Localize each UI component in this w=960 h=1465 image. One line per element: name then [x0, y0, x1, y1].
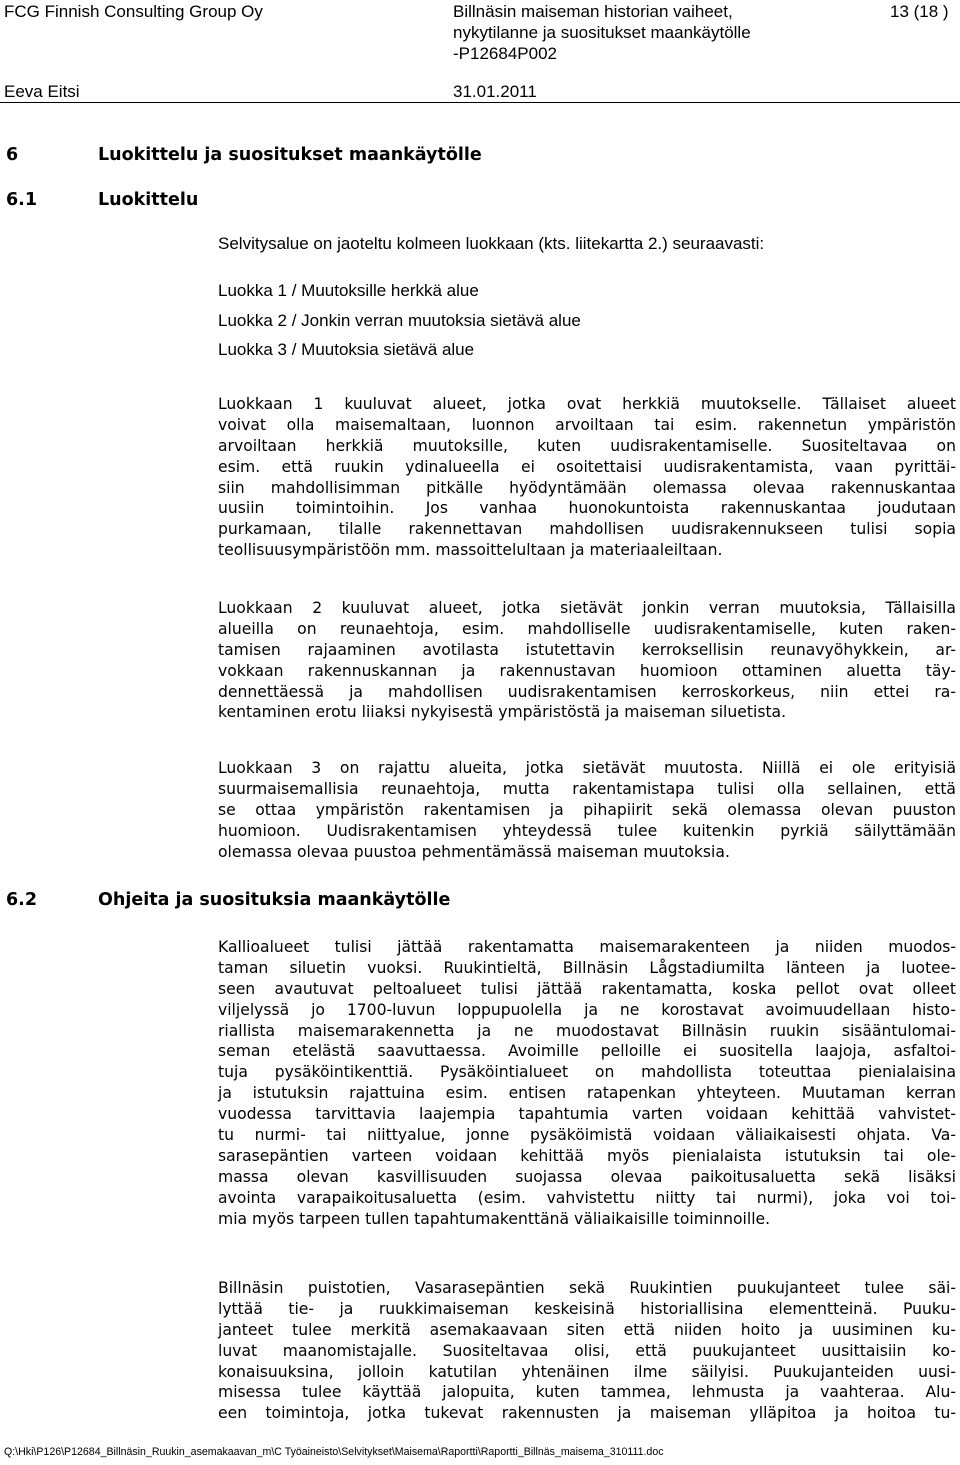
text-line: olemassa olevaa puustoa pehmentämässä maiseman muutoksia.: [218, 842, 730, 861]
class-1-paragraph: [218, 394, 956, 561]
class-3-item: Luokka 3 / Muutoksia sietävä alue: [218, 340, 475, 359]
text-line: alueilla on reunaehtoja, esim. mahdolliselle uudisrakentamiselle, kuten raken-: [218, 619, 956, 638]
page-number: 13 (18 ): [890, 2, 949, 21]
text-line: voivat olla maisemaltaan, luonnon arvoiltaan tai esim. rakennetun ympäristön: [218, 415, 956, 434]
document-date: 31.01.2011: [453, 82, 537, 101]
text-line: taman siluetin vuoksi. Ruukintieltä, Billnäsin Lågstadiumilta länteen ja luotee-: [218, 958, 956, 977]
footer-file-path: Q:\Hki\P126\P12684_Billnäsin_Ruukin_asemakaavan_m\C Työaineisto\Selvitykset\Maisema\Raportti\Raportti_Billnäs_maisema_310111.doc: [4, 1446, 664, 1458]
text-line: arvoiltaan herkkiä muutoksille, kuten uudisrakentamiselle. Suositeltavaa on: [218, 436, 956, 455]
text-line: lyttää tie- ja ruukkimaiseman keskeisinä historiallisina elementteinä. Puuku-: [218, 1299, 956, 1318]
class-1-item: Luokka 1 / Muutoksille herkkä alue: [218, 281, 479, 300]
section-6-title: Luokittelu ja suositukset maankäytölle: [98, 145, 482, 165]
author-name: Eeva Eitsi: [4, 82, 80, 101]
text-line: avointa varapaikoitusaluetta (esim. vahvistettu niitty tai nurmi), joka voi toi-: [218, 1188, 956, 1207]
section-6-1-number: 6.1: [6, 190, 38, 210]
text-line: misessa tulee käyttää jalopuita, kuten tammea, lehmusta ja vaahteraa. Alu-: [218, 1383, 956, 1402]
guidance-paragraph-1: [218, 937, 956, 1229]
text-line: massa olevan kasvillisuuden suojassa olevaa paikoitusaluetta sekä lisäksi: [218, 1167, 956, 1186]
class-3-paragraph: [218, 758, 956, 862]
text-line: seman etelästä saavuttaessa. Avoimille pelloille ei suositella laajoja, asfaltoi-: [218, 1042, 956, 1061]
text-line: se ottaa ympäristön rakentamisen ja pihapiirit sekä olemassa olevan puuston: [218, 800, 956, 819]
text-line: Luokkaan 2 kuuluvat alueet, jotka sietävät jonkin verran muutoksia, Tällaisilla: [218, 599, 956, 617]
text-line: riallista maisemarakennetta ja ne muodostavat Billnäsin ruukin sisääntulomai-: [218, 1021, 956, 1040]
text-line: Kallioalueet tulisi jättää rakentamatta maisemarakenteen ja niiden muodos-: [218, 938, 956, 956]
class-2-paragraph: [218, 598, 956, 723]
text-line: tamisen rajaaminen avotilasta istutettavin kerroksellisin reunavyöhykkein, ar-: [218, 640, 956, 659]
text-line: uusiin toimintoihin. Jos vanhaa huonokuntoista rakennuskantaa joudutaan: [218, 499, 956, 518]
text-line: Billnäsin puistotien, Vasarasepäntien sekä Ruukintien puukujanteet tulee säi-: [218, 1279, 956, 1297]
text-line: seen avautuvat peltoalueet tulisi jättää rakentamatta, koska pellot ovat olleet: [218, 979, 956, 998]
text-line: vuodessa tarvittavia laajempia tapahtumia varten voidaan kehittää vahvistet-: [218, 1105, 956, 1124]
text-line: vokkaan rakennuskannan ja rakennustavan huomioon ottaminen aluetta täy-: [218, 661, 956, 680]
section-6-number: 6: [6, 145, 19, 165]
document-title-line-2: nykytilanne ja suositukset maankäytölle: [453, 23, 751, 42]
text-line: viljelyssä jo 1700-luvun loppupuolella ja ne korostavat avoimuudellaan histo-: [218, 1000, 956, 1019]
company-name: FCG Finnish Consulting Group Oy: [4, 2, 263, 21]
guidance-paragraph-2: [218, 1278, 956, 1424]
text-line: konaisuuksina, jolloin katutilan yhtenäinen ilme säilyisi. Puukujanteiden uusi-: [218, 1362, 956, 1381]
section-6-2-title: Ohjeita ja suosituksia maankäytölle: [98, 890, 451, 910]
text-line: Luokkaan 3 on rajattu alueita, jotka sietävät muutosta. Niillä ei ole erityisiä: [218, 759, 956, 777]
text-line: Luokkaan 1 kuuluvat alueet, jotka ovat herkkiä muutokselle. Tällaiset alueet: [218, 395, 956, 413]
text-line: tuja pysäköintikenttiä. Pysäköintialueet on mahdollista toteuttaa pienialaisina: [218, 1063, 956, 1082]
section-6-1-title: Luokittelu: [98, 190, 199, 210]
text-line: suurmaisemallisia reunaehtoja, mutta rakentamistapa tulisi olla sellainen, että: [218, 779, 956, 798]
text-line: ja istutuksin rajattuina esim. entisen ratapenkan yhteyteen. Muutaman kerran: [218, 1084, 956, 1103]
text-line: een toimintoja, jotka tukevat rakennusten ja maiseman ylläpitoa ja hoitoa tu-: [218, 1404, 956, 1423]
text-line: sarasepäntien varteen voidaan kehittää myös pienialaista istutuksin tai ole-: [218, 1146, 956, 1165]
text-line: siin mahdollisimman pitkälle hyödyntämään olemassa olevaa rakennuskantaa: [218, 478, 956, 497]
header-divider: [0, 102, 960, 103]
document-title-line-1: Billnäsin maiseman historian vaiheet,: [453, 2, 733, 21]
text-line: teollisuusympäristöön mm. massoittelultaan ja materiaaleiltaan.: [218, 541, 723, 560]
intro-text: Selvitysalue on jaoteltu kolmeen luokkaan (kts. liitekartta 2.) seuraavasti:: [218, 234, 765, 253]
section-6-2-number: 6.2: [6, 890, 38, 910]
class-2-item: Luokka 2 / Jonkin verran muutoksia sietävä alue: [218, 311, 581, 330]
text-line: purkamaan, tilalle rakennettavan mahdollisen uudisrakennukseen tulisi sopia: [218, 520, 956, 539]
text-line: luvat maanomistajalle. Suositeltavaa olisi, että puukujanteet uusittaisiin ko-: [218, 1341, 956, 1360]
text-line: tu nurmi- tai niittyalue, jonne pysäköimistä voidaan väliaikaisesti ohjata. Va-: [218, 1126, 956, 1145]
project-code: -P12684P002: [453, 44, 557, 63]
text-line: janteet tulee merkitä asemakaavaan siten että niiden hoito ja uusiminen ku-: [218, 1320, 956, 1339]
text-line: kentaminen erotu liiaksi nykyisestä ympäristöstä ja maiseman siluetista.: [218, 703, 787, 722]
text-line: mia myös tarpeen tullen tapahtumakenttänä väliaikaisille toiminnoille.: [218, 1209, 771, 1228]
text-line: esim. että ruukin ydinalueella ei osoitettaisi uudisrakentamista, vaan pyrittäi-: [218, 457, 956, 476]
text-line: dennettäessä ja mahdollisen uudisrakentamisen kerroskorkeus, niin ettei ra-: [218, 682, 956, 701]
text-line: huomioon. Uudisrakentamisen yhteydessä tulee kuitenkin pyrkiä säilyttämään: [218, 821, 956, 840]
